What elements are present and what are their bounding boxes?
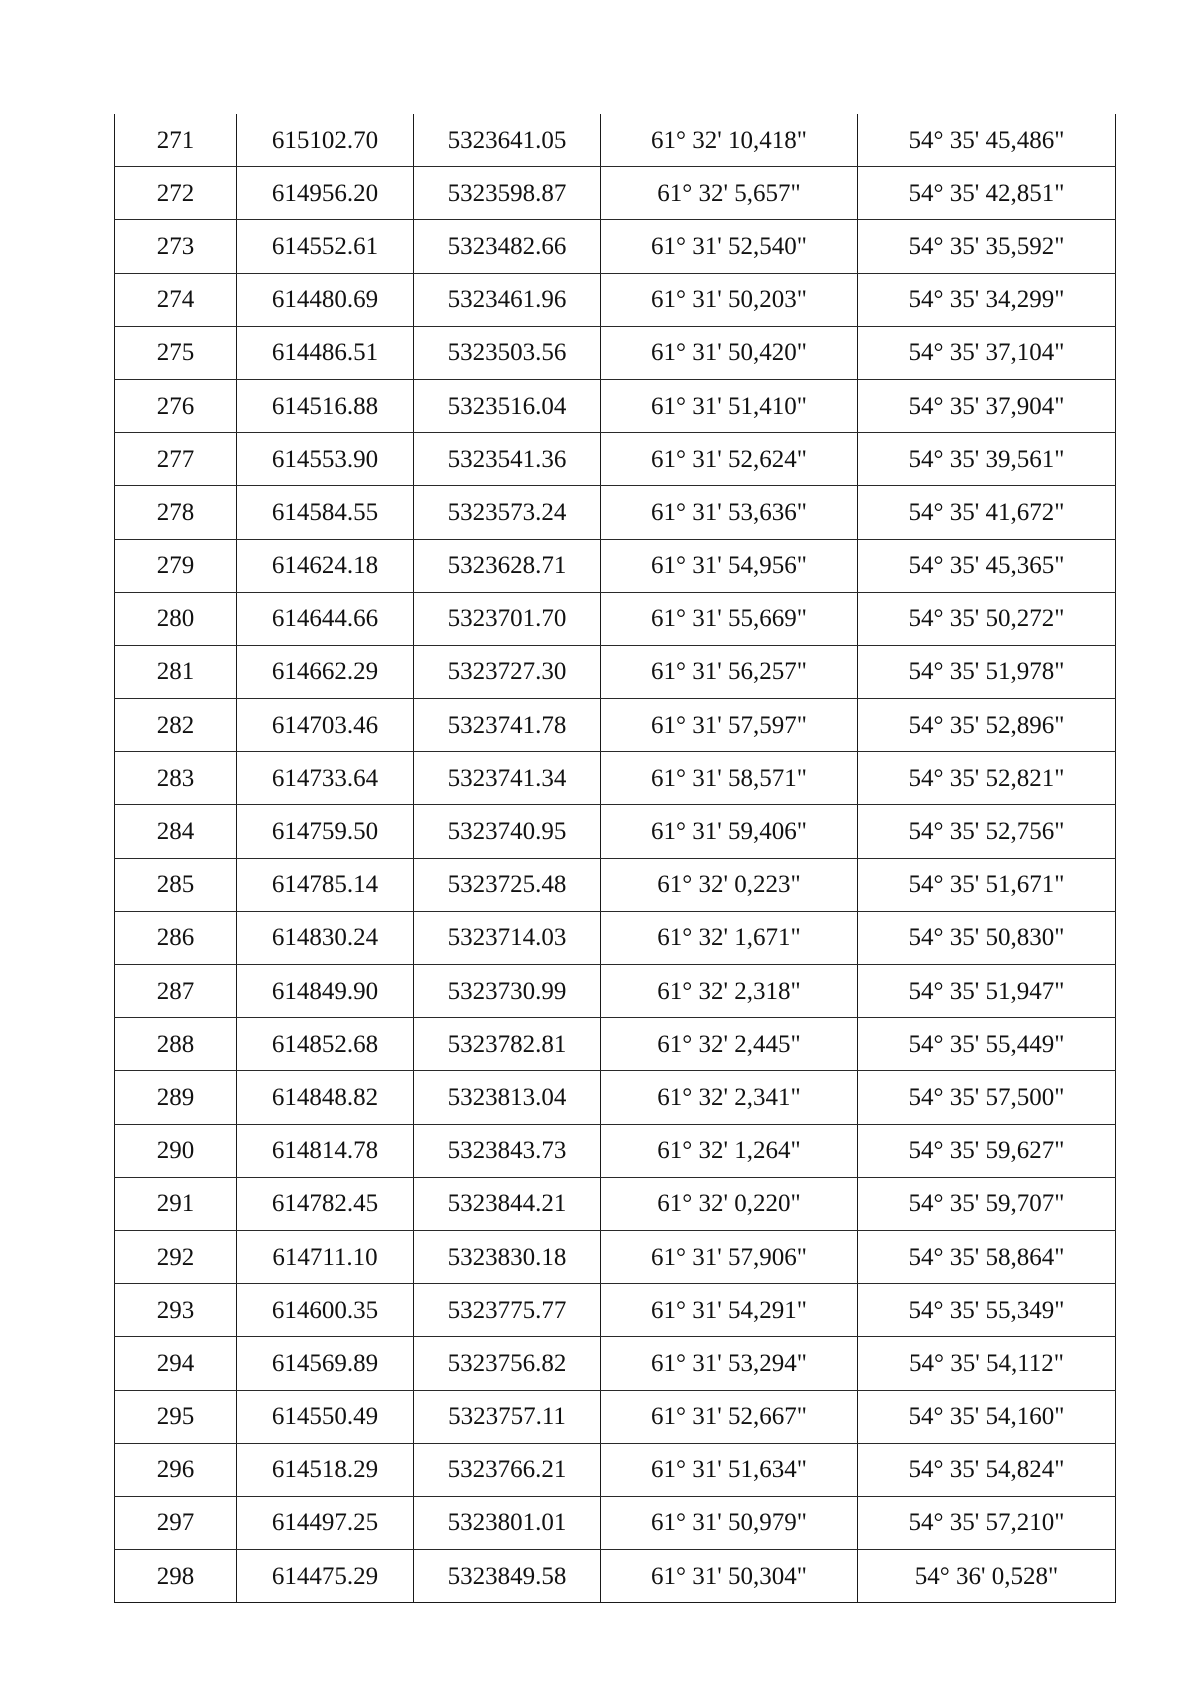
point-number-cell: 292 [115, 1230, 237, 1283]
point-number-cell: 282 [115, 699, 237, 752]
y-coordinate-cell: 5323741.34 [414, 752, 601, 805]
x-coordinate-cell: 614516.88 [237, 379, 414, 432]
longitude-cell: 61° 32' 10,418" [601, 114, 858, 167]
y-coordinate-cell: 5323843.73 [414, 1124, 601, 1177]
y-coordinate-cell: 5323830.18 [414, 1230, 601, 1283]
y-coordinate-cell: 5323598.87 [414, 167, 601, 220]
longitude-cell: 61° 32' 0,223" [601, 858, 858, 911]
latitude-cell: 54° 35' 37,104" [858, 326, 1116, 379]
table-row [115, 1550, 1116, 1603]
y-coordinate-cell: 5323740.95 [414, 805, 601, 858]
longitude-cell: 61° 32' 5,657" [601, 167, 858, 220]
point-number-cell: 271 [115, 114, 237, 167]
point-number-cell: 287 [115, 965, 237, 1018]
y-coordinate-cell: 5323844.21 [414, 1177, 601, 1230]
point-number-cell: 274 [115, 273, 237, 326]
y-coordinate-cell: 5323730.99 [414, 965, 601, 1018]
longitude-cell: 61° 31' 59,406" [601, 805, 858, 858]
table-row [115, 1390, 1116, 1443]
table-row [115, 1443, 1116, 1496]
longitude-cell: 61° 31' 50,420" [601, 326, 858, 379]
point-number-cell: 286 [115, 911, 237, 964]
latitude-cell: 54° 35' 50,272" [858, 592, 1116, 645]
longitude-cell: 61° 32' 0,220" [601, 1177, 858, 1230]
x-coordinate-cell: 614644.66 [237, 592, 414, 645]
longitude-cell: 61° 31' 54,956" [601, 539, 858, 592]
table-row [115, 379, 1116, 432]
x-coordinate-cell: 614552.61 [237, 220, 414, 273]
y-coordinate-cell: 5323482.66 [414, 220, 601, 273]
table-row [115, 114, 1116, 167]
table-row [115, 1018, 1116, 1071]
point-number-cell: 298 [115, 1550, 237, 1603]
point-number-cell: 276 [115, 379, 237, 432]
latitude-cell: 54° 35' 45,365" [858, 539, 1116, 592]
table-row [115, 433, 1116, 486]
point-number-cell: 296 [115, 1443, 237, 1496]
y-coordinate-cell: 5323801.01 [414, 1496, 601, 1549]
table-row [115, 592, 1116, 645]
longitude-cell: 61° 31' 51,634" [601, 1443, 858, 1496]
x-coordinate-cell: 614852.68 [237, 1018, 414, 1071]
latitude-cell: 54° 35' 35,592" [858, 220, 1116, 273]
coordinates-table-body [115, 114, 1116, 1603]
x-coordinate-cell: 614830.24 [237, 911, 414, 964]
y-coordinate-cell: 5323727.30 [414, 645, 601, 698]
table-row [115, 220, 1116, 273]
longitude-cell: 61° 31' 50,304" [601, 1550, 858, 1603]
x-coordinate-cell: 614569.89 [237, 1337, 414, 1390]
y-coordinate-cell: 5323766.21 [414, 1443, 601, 1496]
y-coordinate-cell: 5323849.58 [414, 1550, 601, 1603]
latitude-cell: 54° 35' 58,864" [858, 1230, 1116, 1283]
x-coordinate-cell: 614550.49 [237, 1390, 414, 1443]
latitude-cell: 54° 35' 41,672" [858, 486, 1116, 539]
x-coordinate-cell: 614480.69 [237, 273, 414, 326]
table-row [115, 805, 1116, 858]
table-row [115, 965, 1116, 1018]
x-coordinate-cell: 614584.55 [237, 486, 414, 539]
y-coordinate-cell: 5323628.71 [414, 539, 601, 592]
table-row [115, 1496, 1116, 1549]
x-coordinate-cell: 615102.70 [237, 114, 414, 167]
table-row [115, 1284, 1116, 1337]
x-coordinate-cell: 614624.18 [237, 539, 414, 592]
latitude-cell: 54° 35' 51,978" [858, 645, 1116, 698]
y-coordinate-cell: 5323756.82 [414, 1337, 601, 1390]
latitude-cell: 54° 35' 52,756" [858, 805, 1116, 858]
y-coordinate-cell: 5323725.48 [414, 858, 601, 911]
latitude-cell: 54° 35' 52,896" [858, 699, 1116, 752]
point-number-cell: 281 [115, 645, 237, 698]
latitude-cell: 54° 35' 59,707" [858, 1177, 1116, 1230]
table-row [115, 326, 1116, 379]
longitude-cell: 61° 31' 55,669" [601, 592, 858, 645]
y-coordinate-cell: 5323813.04 [414, 1071, 601, 1124]
table-row [115, 273, 1116, 326]
longitude-cell: 61° 31' 56,257" [601, 645, 858, 698]
longitude-cell: 61° 32' 1,671" [601, 911, 858, 964]
table-row [115, 1071, 1116, 1124]
y-coordinate-cell: 5323757.11 [414, 1390, 601, 1443]
coordinates-table [114, 114, 1116, 1603]
latitude-cell: 54° 35' 37,904" [858, 379, 1116, 432]
longitude-cell: 61° 31' 50,203" [601, 273, 858, 326]
longitude-cell: 61° 31' 52,624" [601, 433, 858, 486]
latitude-cell: 54° 35' 57,500" [858, 1071, 1116, 1124]
longitude-cell: 61° 31' 50,979" [601, 1496, 858, 1549]
point-number-cell: 293 [115, 1284, 237, 1337]
latitude-cell: 54° 35' 59,627" [858, 1124, 1116, 1177]
latitude-cell: 54° 35' 54,160" [858, 1390, 1116, 1443]
x-coordinate-cell: 614759.50 [237, 805, 414, 858]
y-coordinate-cell: 5323714.03 [414, 911, 601, 964]
point-number-cell: 297 [115, 1496, 237, 1549]
longitude-cell: 61° 31' 57,597" [601, 699, 858, 752]
point-number-cell: 285 [115, 858, 237, 911]
table-row [115, 539, 1116, 592]
longitude-cell: 61° 31' 53,294" [601, 1337, 858, 1390]
latitude-cell: 54° 35' 45,486" [858, 114, 1116, 167]
table-row [115, 752, 1116, 805]
latitude-cell: 54° 35' 54,824" [858, 1443, 1116, 1496]
x-coordinate-cell: 614475.29 [237, 1550, 414, 1603]
longitude-cell: 61° 31' 54,291" [601, 1284, 858, 1337]
table-row [115, 645, 1116, 698]
latitude-cell: 54° 35' 55,449" [858, 1018, 1116, 1071]
longitude-cell: 61° 31' 58,571" [601, 752, 858, 805]
x-coordinate-cell: 614497.25 [237, 1496, 414, 1549]
y-coordinate-cell: 5323503.56 [414, 326, 601, 379]
point-number-cell: 295 [115, 1390, 237, 1443]
point-number-cell: 277 [115, 433, 237, 486]
table-row [115, 1124, 1116, 1177]
latitude-cell: 54° 35' 34,299" [858, 273, 1116, 326]
y-coordinate-cell: 5323775.77 [414, 1284, 601, 1337]
longitude-cell: 61° 32' 2,318" [601, 965, 858, 1018]
latitude-cell: 54° 35' 55,349" [858, 1284, 1116, 1337]
y-coordinate-cell: 5323701.70 [414, 592, 601, 645]
point-number-cell: 283 [115, 752, 237, 805]
x-coordinate-cell: 614553.90 [237, 433, 414, 486]
x-coordinate-cell: 614956.20 [237, 167, 414, 220]
point-number-cell: 289 [115, 1071, 237, 1124]
table-row [115, 699, 1116, 752]
x-coordinate-cell: 614600.35 [237, 1284, 414, 1337]
y-coordinate-cell: 5323541.36 [414, 433, 601, 486]
latitude-cell: 54° 35' 50,830" [858, 911, 1116, 964]
longitude-cell: 61° 32' 2,341" [601, 1071, 858, 1124]
point-number-cell: 278 [115, 486, 237, 539]
x-coordinate-cell: 614848.82 [237, 1071, 414, 1124]
x-coordinate-cell: 614782.45 [237, 1177, 414, 1230]
x-coordinate-cell: 614711.10 [237, 1230, 414, 1283]
y-coordinate-cell: 5323573.24 [414, 486, 601, 539]
point-number-cell: 291 [115, 1177, 237, 1230]
longitude-cell: 61° 31' 52,667" [601, 1390, 858, 1443]
table-row [115, 858, 1116, 911]
table-row [115, 1177, 1116, 1230]
y-coordinate-cell: 5323461.96 [414, 273, 601, 326]
y-coordinate-cell: 5323641.05 [414, 114, 601, 167]
point-number-cell: 288 [115, 1018, 237, 1071]
table-row [115, 911, 1116, 964]
table-row [115, 1337, 1116, 1390]
longitude-cell: 61° 32' 2,445" [601, 1018, 858, 1071]
longitude-cell: 61° 32' 1,264" [601, 1124, 858, 1177]
point-number-cell: 273 [115, 220, 237, 273]
y-coordinate-cell: 5323516.04 [414, 379, 601, 432]
table-row [115, 486, 1116, 539]
longitude-cell: 61° 31' 57,906" [601, 1230, 858, 1283]
x-coordinate-cell: 614518.29 [237, 1443, 414, 1496]
point-number-cell: 279 [115, 539, 237, 592]
x-coordinate-cell: 614662.29 [237, 645, 414, 698]
latitude-cell: 54° 35' 39,561" [858, 433, 1116, 486]
x-coordinate-cell: 614849.90 [237, 965, 414, 1018]
longitude-cell: 61° 31' 52,540" [601, 220, 858, 273]
point-number-cell: 284 [115, 805, 237, 858]
point-number-cell: 290 [115, 1124, 237, 1177]
x-coordinate-cell: 614486.51 [237, 326, 414, 379]
y-coordinate-cell: 5323782.81 [414, 1018, 601, 1071]
point-number-cell: 275 [115, 326, 237, 379]
latitude-cell: 54° 36' 0,528" [858, 1550, 1116, 1603]
longitude-cell: 61° 31' 53,636" [601, 486, 858, 539]
table-row [115, 167, 1116, 220]
longitude-cell: 61° 31' 51,410" [601, 379, 858, 432]
x-coordinate-cell: 614785.14 [237, 858, 414, 911]
x-coordinate-cell: 614703.46 [237, 699, 414, 752]
point-number-cell: 272 [115, 167, 237, 220]
latitude-cell: 54° 35' 42,851" [858, 167, 1116, 220]
latitude-cell: 54° 35' 51,947" [858, 965, 1116, 1018]
latitude-cell: 54° 35' 51,671" [858, 858, 1116, 911]
latitude-cell: 54° 35' 52,821" [858, 752, 1116, 805]
point-number-cell: 294 [115, 1337, 237, 1390]
y-coordinate-cell: 5323741.78 [414, 699, 601, 752]
x-coordinate-cell: 614733.64 [237, 752, 414, 805]
latitude-cell: 54° 35' 57,210" [858, 1496, 1116, 1549]
x-coordinate-cell: 614814.78 [237, 1124, 414, 1177]
table-row [115, 1230, 1116, 1283]
point-number-cell: 280 [115, 592, 237, 645]
latitude-cell: 54° 35' 54,112" [858, 1337, 1116, 1390]
